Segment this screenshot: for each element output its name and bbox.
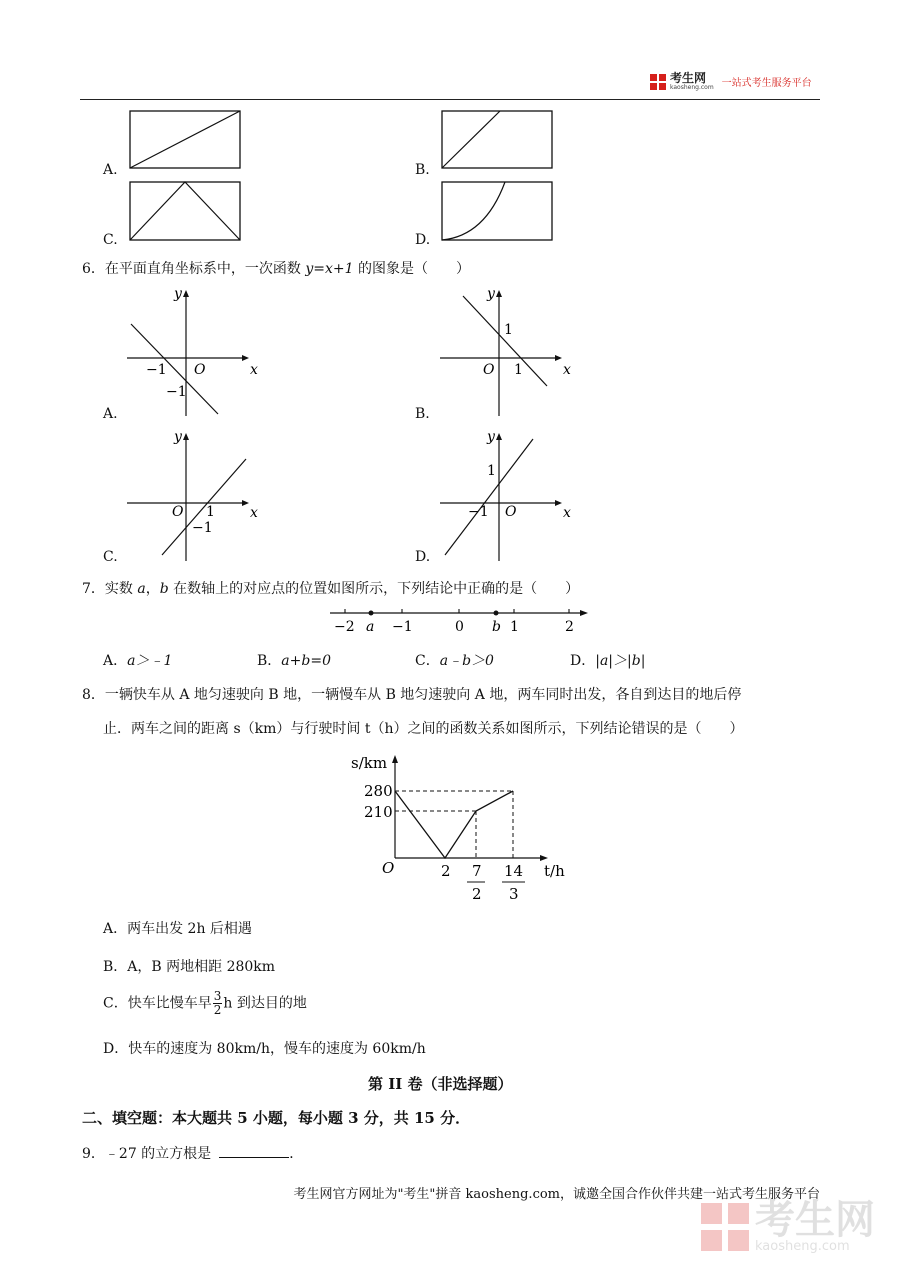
x-axis-label: x xyxy=(250,362,258,378)
q7-option-c-label: C． xyxy=(415,653,440,669)
q8-option-c xyxy=(103,990,307,1017)
y-axis-label: y xyxy=(174,286,182,302)
tick-14-den: 3 xyxy=(509,885,519,903)
q7-option-d xyxy=(570,650,645,670)
q6-option-a-label: A. xyxy=(103,406,118,422)
q9-answer-blank[interactable] xyxy=(219,1145,289,1158)
q5-option-b-label: B. xyxy=(415,162,430,178)
origin-label: O xyxy=(172,504,184,520)
q6-text-suffix: 的图象是（ ） xyxy=(353,261,471,277)
watermark-logo-icon xyxy=(701,1203,749,1251)
q7-var-b: b xyxy=(159,581,169,597)
logo-text xyxy=(670,72,714,91)
q7-text-c: 在数轴上的对应点的位置如图所示，下列结论中正确的是（ ） xyxy=(168,581,580,597)
nl-label-neg-two: −2 xyxy=(334,619,355,635)
point-a xyxy=(369,611,374,616)
q6-graph-c xyxy=(122,425,262,565)
x-axis-label: x xyxy=(563,362,571,378)
q9-text: ﹣27 的立方根是 xyxy=(104,1146,212,1162)
tick-280: 280 xyxy=(364,782,393,800)
q8-option-c-suffix: h 到达目的地 xyxy=(223,995,307,1012)
q8-option-a: A．两车出发 2h 后相遇 xyxy=(103,921,252,937)
section-fill-in-heading: 二、填空题：本大题共 5 小题，每小题 3 分，共 15 分． xyxy=(82,1109,471,1127)
x-axis-label: x xyxy=(563,505,571,521)
header-slogan: 一站式考生服务平台 xyxy=(721,78,812,89)
origin-label: O xyxy=(194,362,206,378)
q8-stem-line1 xyxy=(82,684,741,704)
footer-text: 考生网官方网址为"考生"拼音 kaosheng.com，诚邀全国合作伙伴共建一站式考生服务平台 xyxy=(293,1187,820,1202)
q8-stem-line2: 止．两车之间的距离 s（km）与行驶时间 t（h）之间的函数关系如图所示，下列结论错误的是（ ） xyxy=(103,721,744,737)
watermark-domain: kaosheng.com xyxy=(755,1239,850,1254)
q6-stem xyxy=(82,258,470,278)
q7-option-d-label: D． xyxy=(570,653,596,669)
q7-option-c xyxy=(415,650,494,670)
q7-option-c-text: a﹣b＞0 xyxy=(439,653,494,669)
tick-x-neg-one: −1 xyxy=(468,504,489,520)
q7-option-b xyxy=(257,650,331,670)
q8-distance-time-graph xyxy=(345,748,575,908)
y-axis-label: y xyxy=(174,429,182,445)
tick-y-neg-one: −1 xyxy=(166,384,187,400)
logo-name: 考生网 xyxy=(670,71,707,85)
nl-label-zero: 0 xyxy=(455,619,464,635)
watermark xyxy=(701,1197,875,1254)
function-line xyxy=(445,439,533,555)
q7-text-b: ， xyxy=(145,581,160,597)
header-logo xyxy=(650,72,812,91)
nl-label-b: b xyxy=(492,619,501,635)
q9-end: ． xyxy=(289,1146,304,1162)
q7-option-a-text: a＞﹣1 xyxy=(127,653,173,669)
q6-graph-d xyxy=(435,425,575,565)
q6-text-prefix: 在平面直角坐标系中，一次函数 xyxy=(104,261,306,277)
nl-label-one: 1 xyxy=(510,619,519,635)
t-axis-label: t/h xyxy=(544,862,565,880)
tick-y-one: 1 xyxy=(487,463,496,479)
q5-option-c-label: C. xyxy=(103,232,118,248)
q7-option-b-text: a+b=0 xyxy=(281,653,331,669)
watermark-text xyxy=(755,1197,875,1254)
y-axis-label: y xyxy=(487,429,495,445)
fraction-numerator: 3 xyxy=(213,989,222,1003)
nl-label-neg-one: −1 xyxy=(392,619,413,635)
tick-7-den: 2 xyxy=(472,885,482,903)
q5-option-d-label: D. xyxy=(415,232,431,248)
q7-option-b-label: B． xyxy=(257,653,282,669)
q7-stem xyxy=(82,578,579,598)
q5-graph-c xyxy=(128,181,243,243)
x-axis-label: x xyxy=(250,505,258,521)
q7-number: 7． xyxy=(82,581,105,597)
tick-x-neg-one: −1 xyxy=(146,362,167,378)
q6-option-c-label: C. xyxy=(103,549,118,565)
tick-y-one: 1 xyxy=(504,322,513,338)
watermark-name: 考生网 xyxy=(755,1197,875,1243)
q7-number-line xyxy=(325,600,595,636)
tick-210: 210 xyxy=(364,803,393,821)
tick-x-one: 1 xyxy=(206,504,215,520)
q7-option-a xyxy=(103,650,172,670)
q8-number: 8． xyxy=(82,687,105,703)
tick-7-num: 7 xyxy=(472,862,482,880)
q6-formula: y=x+1 xyxy=(305,261,354,277)
fraction-denominator: 2 xyxy=(213,1003,222,1017)
q6-graph-a xyxy=(122,282,262,420)
tick-14-num: 14 xyxy=(504,862,524,880)
nl-label-two: 2 xyxy=(565,619,574,635)
q8-option-d: D．快车的速度为 80km/h，慢车的速度为 60km/h xyxy=(103,1041,426,1057)
tick-2: 2 xyxy=(441,862,451,880)
function-line xyxy=(463,296,547,386)
q8-option-b: B．A，B 两地相距 280km xyxy=(103,959,276,975)
q5-option-a-label: A. xyxy=(103,162,118,178)
q7-var-a: a xyxy=(137,581,146,597)
part2-title: 第 II 卷（非选择题） xyxy=(368,1075,513,1093)
tick-x-one: 1 xyxy=(514,362,523,378)
q8-option-c-prefix: C．快车比慢车早 xyxy=(103,995,212,1012)
origin-label: O xyxy=(382,859,395,877)
q6-option-b-label: B. xyxy=(415,406,430,422)
s-t-polyline xyxy=(395,791,513,858)
q8-line1: 一辆快车从 A 地匀速驶向 B 地，一辆慢车从 B 地匀速驶向 A 地，两车同时出发，各自到达目的地后停 xyxy=(104,687,742,703)
logo-domain: kaosheng.com xyxy=(670,84,714,91)
q9 xyxy=(82,1143,303,1163)
q9-number: 9． xyxy=(82,1146,105,1162)
origin-label: O xyxy=(505,504,517,520)
q7-option-d-text: |a|＞|b| xyxy=(595,653,646,669)
header-divider xyxy=(80,99,820,100)
q6-graph-b xyxy=(435,282,575,420)
tick-y-neg-one: −1 xyxy=(192,520,213,536)
q5-graph-a xyxy=(128,110,243,170)
q7-text-a: 实数 xyxy=(104,581,138,597)
nl-label-a: a xyxy=(366,619,375,635)
origin-label: O xyxy=(483,362,495,378)
point-b xyxy=(494,611,499,616)
kaosheng-logo-icon xyxy=(650,74,666,90)
q7-option-a-label: A． xyxy=(103,653,128,669)
q6-number: 6． xyxy=(82,261,105,277)
y-axis-label: y xyxy=(487,286,495,302)
q5-graph-d xyxy=(440,181,555,243)
s-axis-label: s/km xyxy=(351,754,388,772)
q8-option-c-fraction xyxy=(213,990,223,1017)
q6-option-d-label: D. xyxy=(415,549,431,565)
q5-graph-b xyxy=(440,110,555,170)
